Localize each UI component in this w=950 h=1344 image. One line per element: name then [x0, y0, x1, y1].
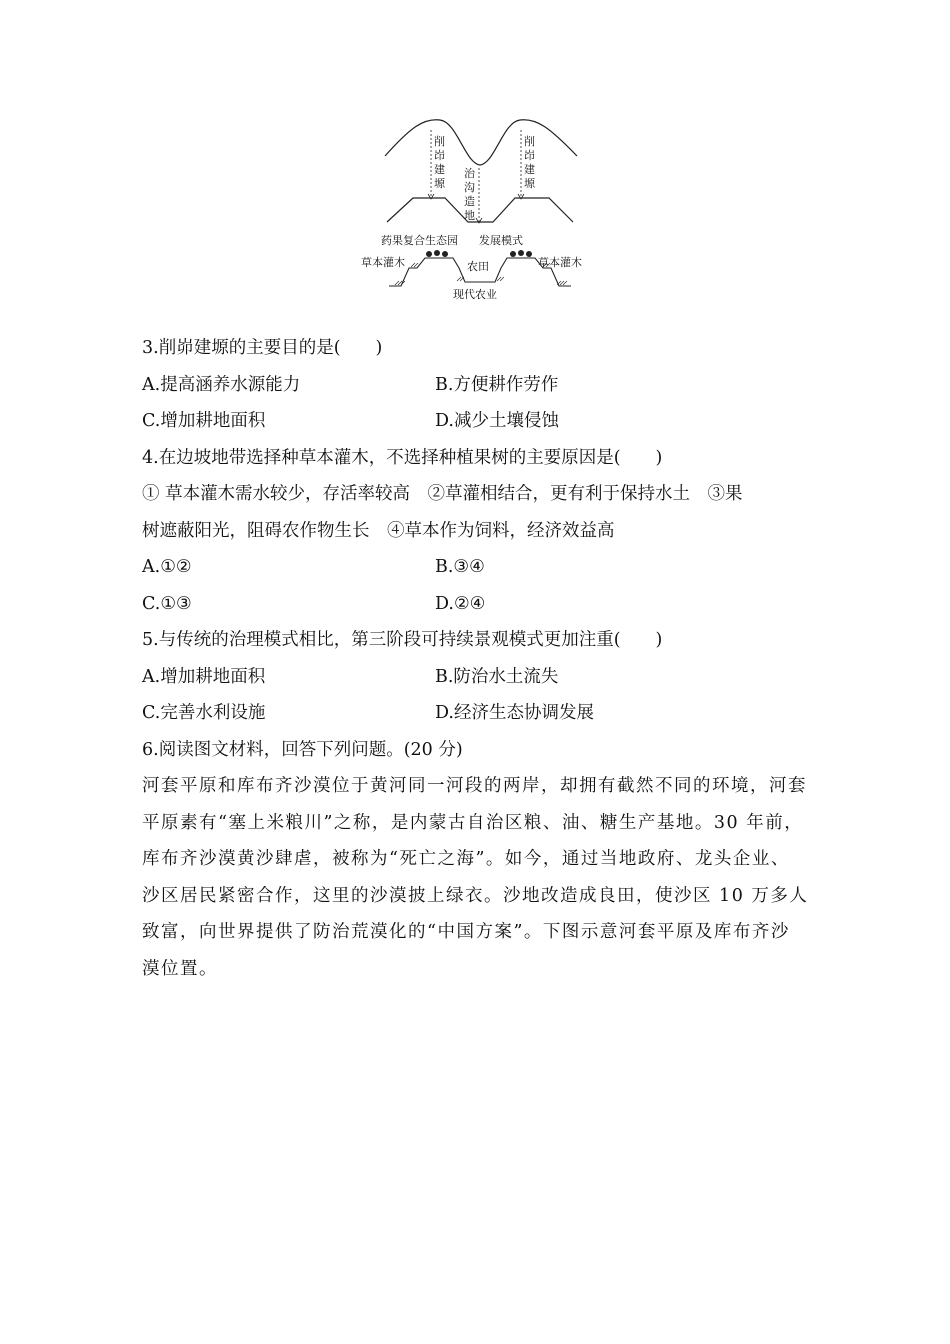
q4-statement-line2: 树遮蔽阳光，阻碍农作物生长 ④草本作为饲料，经济效益高 [142, 520, 615, 541]
tree-icons-left [426, 250, 448, 257]
q5-option-d[interactable]: D.经济生态协调发展 [435, 703, 594, 723]
svg-text:岇: 岇 [434, 149, 445, 162]
q3-option-d[interactable]: D.减少土壤侵蚀 [435, 411, 559, 431]
svg-text:削: 削 [434, 135, 445, 148]
svg-text:削: 削 [524, 135, 535, 148]
q4-stem: 4.在边坡地带选择种草本灌木，不选择种植果树的主要原因是( ) [142, 447, 663, 468]
svg-text:造: 造 [464, 195, 475, 208]
label-left-shrub: 草本灌木 [361, 256, 405, 269]
caption-bottom: 现代农业 [453, 288, 497, 301]
caption-top-suffix: 发展模式 [479, 234, 523, 247]
svg-text:建: 建 [524, 163, 535, 176]
q6-material-paragraph [142, 768, 822, 987]
q3-option-a[interactable]: A.提高涵养水源能力 [142, 374, 301, 395]
q6-stem: 6.阅读图文材料，回答下列问题。(20 分) [142, 739, 463, 760]
q4-option-a[interactable]: A.①② [142, 557, 192, 577]
q3-options-row2 [142, 403, 822, 440]
q6-material-line: 漠位置。 [142, 958, 218, 979]
center-column-text [464, 167, 476, 222]
q4-options-row2 [142, 586, 822, 623]
terrain-diagram [355, 118, 605, 308]
q3-options-row1 [142, 367, 822, 404]
q3-option-c[interactable]: C.增加耕地面积 [142, 411, 266, 431]
svg-text:岇: 岇 [524, 149, 535, 162]
terrain-diagram-svg [355, 118, 605, 308]
original-terrain-curve [385, 120, 577, 165]
q4-option-b[interactable]: B.③④ [435, 557, 485, 577]
right-column-text [524, 134, 536, 190]
q5-option-a[interactable]: A.增加耕地面积 [142, 666, 266, 687]
q6-material-line: 库布齐沙漠黄沙肆虐，被称为“死亡之海”。如今，通过当地政府、龙头企业、 [142, 849, 790, 869]
caption-top: 药果复合生态园 [381, 234, 458, 247]
shrub-hatch-left [395, 263, 464, 285]
question-content [142, 330, 822, 987]
q5-stem: 5.与传统的治理模式相比，第三阶段可持续景观模式更加注重( ) [142, 630, 663, 650]
q3-option-b[interactable]: B.方便耕作劳作 [435, 374, 559, 395]
label-farmland: 农田 [467, 260, 489, 273]
svg-text:沟: 沟 [464, 181, 475, 194]
q5-option-c[interactable]: C.完善水利设施 [142, 703, 266, 723]
svg-text:塬: 塬 [434, 177, 445, 190]
q5-option-b[interactable]: B.防治水土流失 [435, 666, 559, 687]
q3-stem: 3.削峁建塬的主要目的是( ) [142, 338, 383, 358]
svg-text:治: 治 [464, 167, 475, 180]
q4-options-row1 [142, 549, 822, 586]
left-column-text [434, 134, 446, 190]
tree-icons-right [510, 250, 532, 257]
svg-text:地: 地 [464, 209, 475, 222]
q6-material-line: 致富，向世界提供了防治荒漠化的“中国方案”。下图示意河套平原及库布齐沙 [142, 922, 790, 942]
q4-option-d[interactable]: D.②④ [435, 593, 486, 614]
q4-statement-line1: ① 草本灌木需水较少，存活率较高 ②草灌相结合，更有利于保持水土 ③果 [142, 484, 743, 504]
label-right-shrub: 草本灌木 [538, 256, 582, 269]
svg-text:建: 建 [434, 163, 445, 176]
q6-material-line: 沙区居民紧密合作，这里的沙漠披上绿衣。沙地改造成良田，使沙区 10 万多人 [142, 885, 809, 906]
modified-terrain-curve [387, 198, 573, 222]
svg-text:塬: 塬 [524, 177, 535, 190]
q4-option-c[interactable]: C.①③ [142, 593, 192, 614]
q6-material-line: 河套平原和库布齐沙漠位于黄河同一河段的两岸，却拥有截然不同的环境，河套 [142, 776, 807, 796]
q5-options-row2 [142, 695, 822, 732]
q5-options-row1 [142, 659, 822, 696]
q6-material-line: 平原素有“塞上米粮川”之称，是内蒙古自治区粮、油、糖生产基地。30 年前， [142, 812, 804, 833]
